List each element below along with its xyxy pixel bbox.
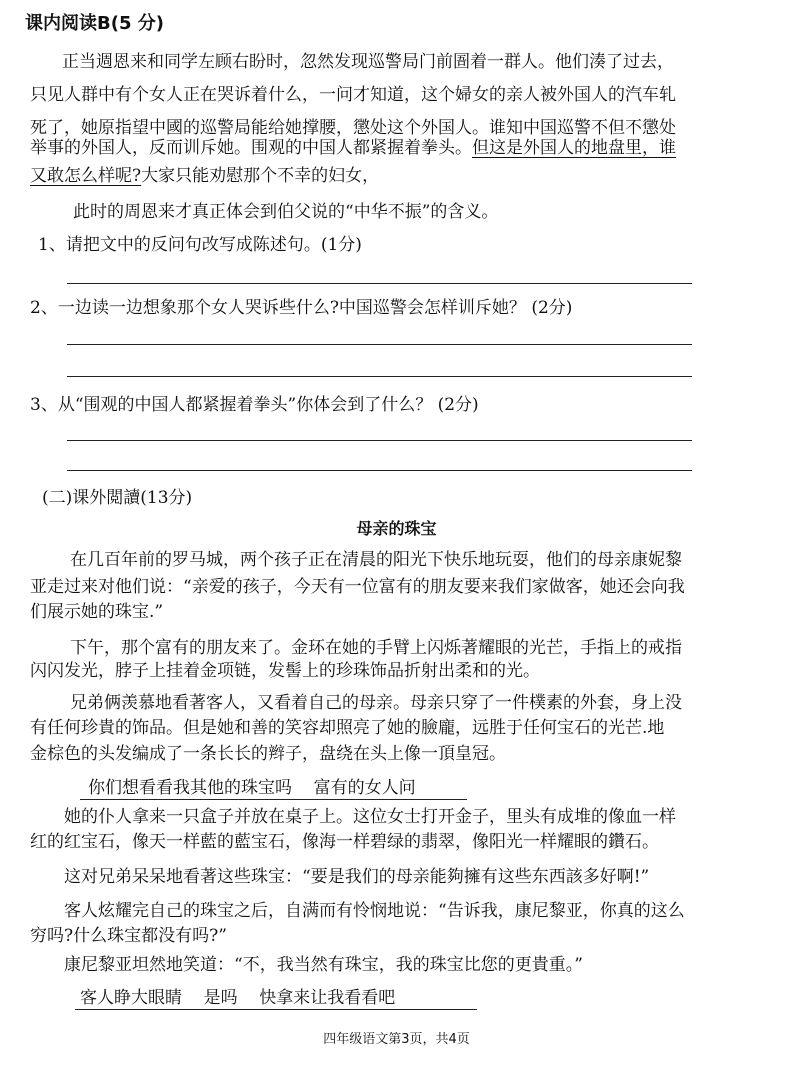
story-line: 亚走过来对他们说：“亲爱的孩子，今天有一位富有的朋友要来我们家做客，她还会向我: [30, 577, 685, 597]
story-line: 闪闪发光，脖子上挂着金项链，发髻上的珍珠饰品折射出柔和的光。: [30, 661, 540, 681]
passage-line: 只见人群中有个女人正在哭诉着什么，一问才知道，这个婦女的亲人被外国人的汽车轧: [30, 85, 676, 105]
fill-in-line-1: 你们想看看我其他的珠宝吗 富有的女人问: [88, 778, 416, 798]
story-line: 有任何珍貴的饰品。但是她和善的笑容却照亮了她的臉龐，远胜于任何宝石的光芒.地: [30, 718, 665, 738]
rhetorical-question-underlined: 但这是外国人的地盘里，谁: [472, 138, 676, 158]
story-line: 她的仆人拿来一只盒子并放在桌子上。这位女士打开金子，里头有成堆的像血一样: [64, 807, 676, 827]
passage-line: [30, 138, 676, 158]
story-line: 客人炫耀完自己的珠宝之后，自满而有怜悯地说：“告诉我，康尼黎亚，你真的这么: [64, 901, 685, 921]
fill-in-underline: [80, 799, 467, 800]
story-line: 们展示她的珠宝.”: [30, 602, 164, 622]
story-line: 康尼黎亚坦然地笑道：“不，我当然有珠宝，我的珠宝比您的更貴重。”: [64, 955, 583, 975]
story-line: 在几百年前的罗马城，两个孩子正在清晨的阳光下快乐地玩耍，他们的母亲康妮黎: [70, 550, 682, 570]
story-title: 母亲的珠宝: [356, 519, 437, 538]
rhetorical-question-underlined-end: 又敢怎么样呢?: [30, 166, 142, 186]
story-line: 穷吗?什么珠宝都没有吗?”: [30, 926, 227, 946]
passage-line: [30, 166, 379, 186]
story-line: 兄弟俩羡慕地看著客人，又看着自己的母亲。母亲只穿了一件樸素的外套，身上没: [70, 693, 682, 713]
page-footer: 四年级语文第3页，共4页: [323, 1032, 470, 1047]
story-line: 下午，那个富有的朋友来了。金环在她的手臂上闪烁著耀眼的光芒，手指上的戒指: [70, 638, 682, 658]
passage-text: 大家只能劝慰那个不幸的妇女，: [141, 166, 380, 186]
story-line: 金棕色的头发编成了一条长长的辫子，盘绕在头上像一頂皇冠。: [30, 744, 506, 764]
section-b-heading: 课内阅读B(5 分): [25, 13, 164, 34]
question-3: 3、从“围观的中国人都紧握着拳头”你体会到了什么？ (2分): [30, 395, 479, 415]
fill-in-underline: [75, 1009, 477, 1010]
answer-line[interactable]: [67, 376, 692, 377]
story-line: 红的红宝石，像天一样藍的藍宝石，像海一样碧绿的翡翠，像阳光一样耀眼的鑽石。: [30, 832, 659, 852]
question-2: 2、一边读一边想象那个女人哭诉些什么?中国巡警会怎样训斥她？ (2分): [30, 298, 573, 318]
question-1: 1、请把文中的反问句改写成陈述句。(1分): [38, 235, 362, 255]
passage-line: 正当週恩来和同学左顾右盼时，忽然发现巡警局门前圄着一群人。他们湊了过去，: [62, 52, 674, 72]
answer-line[interactable]: [67, 283, 692, 284]
passage-line: 死了，她原指望中國的巡警局能给她撑腰，懲处这个外国人。谁知中国巡警不但不懲处: [30, 118, 676, 138]
story-line: 这对兄弟呆呆地看著这些珠宝：“要是我们的母亲能夠擁有这些东西該多好啊!”: [64, 867, 650, 887]
passage-text: 举事的外国人，反而训斥她。围观的中国人都紧握着拳头。: [30, 138, 472, 158]
section-2-heading: (二)课外閲讀(13分): [42, 488, 193, 508]
fill-in-line-2: 客人睁大眼睛 是吗 快拿来让我看看吧: [80, 988, 396, 1008]
answer-line[interactable]: [67, 344, 692, 345]
answer-line[interactable]: [67, 440, 692, 441]
closing-line: 此时的周恩来才真正体会到伯父说的“中华不振”的含义。: [73, 202, 499, 222]
answer-line[interactable]: [67, 470, 692, 471]
